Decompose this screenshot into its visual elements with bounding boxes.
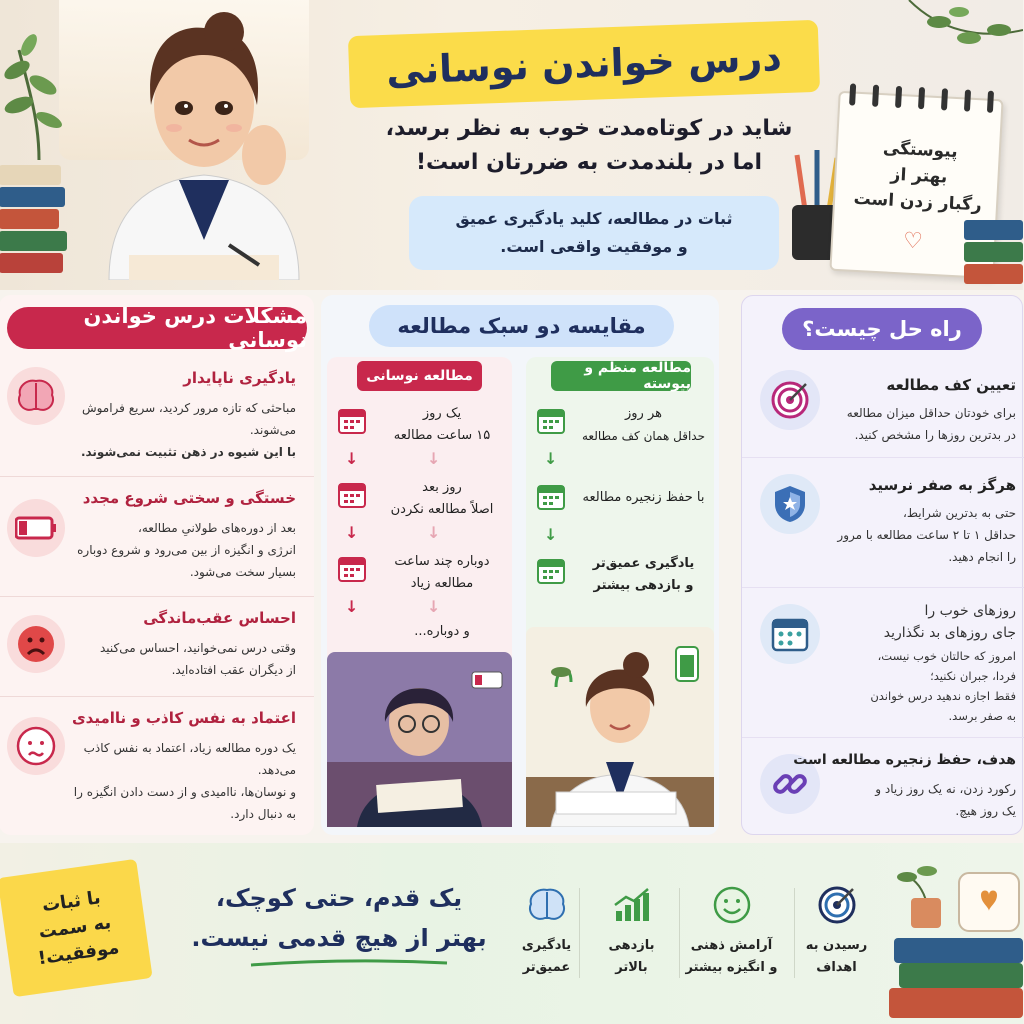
solution-title-block [827,600,1017,644]
subtitle-line: اما در بلندمدت به ضررتان است! [416,150,764,175]
benefit-item [585,883,680,979]
desc-line: با این شیوه در ذهن تثبیت نمی‌شوند. [81,445,297,459]
step-text [378,477,508,521]
problem-item [0,597,315,697]
fluctuating-heading: مطالعه نوسانی [358,361,483,391]
step-text [378,551,508,595]
calendar-icon [338,405,368,435]
desc-line: در بدترین روزها را مشخص کنید. [855,428,1017,442]
desc-line: مباحثی که تازه مرور کردید، سریع فراموش می‌شوند. [82,401,297,437]
page-title: درس خواندن نوسانی [386,35,784,93]
benefit-label: بازدهی [609,938,656,953]
desc-line: یک روز هیچ. [956,804,1017,818]
worried-face-icon [8,717,66,775]
solution-item [743,358,1024,458]
desc-line: انرژی و انگیزه از بین می‌رود و شروع دوباره [78,543,297,557]
heart-icon: ♡ [903,228,925,255]
subtitle [370,112,810,180]
benefit-label: اهداف [817,960,858,975]
solution-desc [827,402,1017,446]
desc-line: یک دوره مطالعه زیاد، اعتماد به نفس کاذب می‌دهد. [84,741,297,777]
calendar-rings [841,83,1003,111]
quote-line: یک قدم، حتی کوچک، [216,884,464,912]
solution-panel [742,295,1024,835]
low-battery-icon [8,499,66,557]
step-text: با حفظ زنجیره مطالعه [583,490,706,505]
tip-line: ثبات در مطالعه، کلید یادگیری عمیق [456,209,734,228]
solution-desc [827,502,1017,568]
steady-study-column [527,357,715,827]
step-text: و دوباره... [415,624,471,639]
calendar-icon [537,405,567,435]
step-line: حداقل همان کف مطالعه [583,429,706,443]
desc-line: رکورد زدن، نه یک روز زیاد و [876,782,1017,796]
smile-icon [711,883,755,927]
calendar-icon [338,553,368,583]
desc-line: برای خودتان حداقل میزان مطالعه [847,406,1017,420]
shield-icon [761,474,821,534]
calendar-icon [537,555,567,585]
solution-desc [827,778,1017,822]
note-line: پیوستگی [883,138,960,163]
benefit-label: عمیق‌تر [523,960,572,975]
problem-title: احساس عقب‌ماندگی [144,609,297,627]
problem-desc [67,737,297,825]
title-banner [349,20,821,108]
solution-title: جای روزهای بد نگذارید [884,625,1017,641]
step-text [577,553,712,597]
comparison-panel [322,295,720,835]
problem-desc [67,637,297,681]
benefit-label: یادگیری [522,938,573,953]
desc-line: حداقل ۱ تا ۲ ساعت مطالعه با مرور [838,528,1017,542]
problems-panel [0,295,315,835]
step-text [577,403,712,447]
desc-line: و نوسان‌ها، ناامیدی و از دست دادن انگیزه را [74,785,297,799]
problem-title: یادگیری ناپایدار [184,369,297,387]
arrow-down-icon: ↓ [346,597,360,616]
desc-line: بسیار سخت می‌شود. [190,565,297,579]
desc-line: را انجام دهید. [949,550,1017,564]
hero-banner [0,0,1024,290]
solution-title: هرگز به صفر نرسید [869,476,1017,494]
plant-illustration [900,0,1024,70]
note-line: رگبار زدن است [854,188,984,216]
target-icon [816,883,860,927]
tip-line: و موفقیت واقعی است. [501,237,689,256]
solution-desc [827,646,1017,726]
solution-heading: راه حل چیست؟ [783,308,983,350]
problem-item [0,697,315,827]
benefit-item [675,883,790,979]
brain-icon [526,883,570,927]
arrow-down-icon: ↓ [428,449,442,468]
problem-item [0,357,315,477]
desc-line: بعد از دوره‌های طولانیِ مطالعه، [138,521,297,535]
motivational-quote [190,878,490,958]
benefit-label: رسیدن به [806,938,869,953]
problem-desc [67,397,297,463]
footer-banner [0,843,1024,1024]
calendar-icon [338,479,368,509]
desc-line: به دنبال دارد. [231,807,297,821]
brain-icon [8,367,66,425]
solution-title: تعیین کف مطالعه [887,376,1017,394]
problem-title: اعتماد به نفس کاذب و ناامیدی [72,709,297,727]
step-line: هر روز [626,406,663,421]
step-line: اصلاً مطالعه نکردن [391,502,495,517]
benefit-label: آرامش ذهنی [691,938,774,953]
step-line: یادگیری عمیق‌تر [593,556,696,571]
step-line: یک روز [423,406,463,421]
calendar-icon [761,604,821,664]
books-and-mug-illustration [890,853,1024,1023]
desc-line: حتی به بدترین شرایط، [904,506,1017,520]
quote-underline [250,958,450,968]
solution-title: هدف، حفظ زنجیره مطالعه است [794,752,1017,768]
growth-chart-icon [611,883,655,927]
solution-item [743,458,1024,588]
solution-title: روزهای خوب را [925,603,1017,619]
desc-line: فردا، جبران نکنید؛ [931,669,1017,683]
note-line: بهتر از [891,164,949,188]
subtitle-line: شاید در کوتاه‌مدت خوب به نظر برسد، [386,116,794,141]
arrow-down-icon: ↓ [428,523,442,542]
solution-item [743,588,1024,738]
happy-student-illustration [527,627,715,827]
desc-line: فقط اجازه ندهید درس خواندن [871,689,1017,703]
step-line: و بازدهی بیشتر [594,578,695,593]
problem-desc [67,517,297,583]
tip-box [410,196,780,270]
sticky-line: موفقیت! [37,937,122,970]
arrow-down-icon: ↓ [545,525,559,544]
student-illustration [90,10,320,280]
problem-item [0,477,315,597]
book-stack [0,165,70,275]
book-stack [965,220,1024,290]
tired-student-illustration [328,652,513,827]
step-line: روز بعد [423,480,463,495]
calendar-icon [537,481,567,511]
benefit-label: و انگیزه بیشتر [686,960,779,975]
fluctuating-study-column [328,357,513,827]
arrow-down-icon: ↓ [346,449,360,468]
benefit-item [790,883,885,979]
comparison-heading: مقایسه دو سبک مطالعه [370,305,675,347]
desc-line: امروز که حالتان خوب نیست، [878,649,1017,663]
desc-line: از دیگران عقب افتاده‌اید. [172,663,297,677]
solution-item [743,738,1024,834]
step-line: دوباره چند ساعت [395,554,491,569]
arrow-down-icon: ↓ [346,523,360,542]
divider [580,888,581,978]
benefit-label: بالاتر [616,960,649,975]
steady-heading: مطالعه منظم و پیوسته [552,361,692,391]
sticky-line: با ثبات [41,887,103,917]
step-line: ۱۵ ساعت مطالعه [394,428,492,443]
quote-line: بهتر از هیچ قدمی نیست. [192,924,488,952]
desc-line: وقتی درس نمی‌خوانید، احساس می‌کنید [100,641,297,655]
desc-line: به صفر برسد. [949,709,1017,723]
sad-face-icon [8,615,66,673]
step-line: مطالعه زیاد [411,576,475,591]
step-text [378,403,508,447]
calendar-note-text [846,133,995,218]
plant-illustration [0,30,80,160]
problems-heading: مشکلات درس خواندن نوسانی [8,307,308,349]
problem-title: خستگی و سختی شروع مجدد [83,489,297,507]
arrow-down-icon: ↓ [428,597,442,616]
sticky-note [0,859,154,997]
sticky-line: به سمت [38,912,114,943]
target-icon [761,370,821,430]
arrow-down-icon: ↓ [545,449,559,468]
